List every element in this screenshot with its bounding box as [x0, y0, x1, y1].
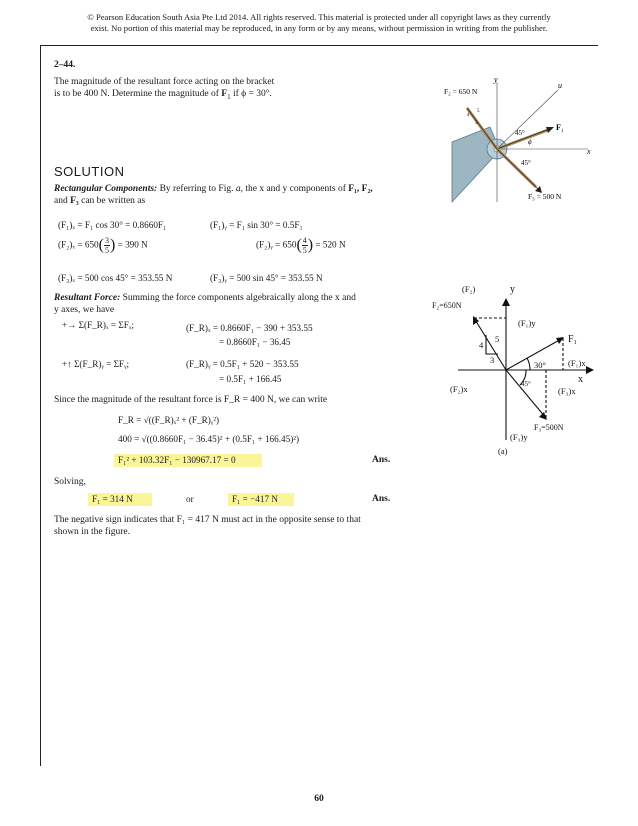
root-2: F₁ = −417 N: [232, 494, 278, 504]
eq-f3y: (F₃)ᵧ = 500 sin 45° = 353.55 N: [210, 273, 323, 283]
sum-x: [62, 320, 134, 330]
sketch-label-4: 4: [479, 340, 484, 350]
sketch-label-45: 45°: [521, 380, 531, 388]
sketch-y-arrowhead: [502, 298, 510, 306]
problem-figure: [440, 72, 600, 212]
copyright-notice: [40, 12, 598, 34]
sketch-label-f2x: (F₂)x: [450, 384, 468, 394]
rect-forces: F₁, F₂,: [348, 184, 373, 194]
sum-y: [62, 359, 129, 369]
sketch-label-f1y: (F₁)y: [518, 318, 536, 328]
angle-45-bottom: 45°: [521, 159, 531, 167]
statement-line-1: The magnitude of the resultant force acting on the bracket: [54, 77, 275, 87]
statement-line-2: [54, 88, 344, 103]
sketch-label-f1: F₁: [568, 334, 578, 345]
sum-x-eq-2: = 0.8660F₁ − 36.45: [219, 337, 291, 347]
tri-5: 5: [477, 109, 480, 114]
sketch-label-5: 5: [495, 334, 500, 344]
copyright-line-1: © Pearson Education South Asia Pte Ltd 2014. All rights reserved. This material is protected under all copyright laws as they currently: [87, 12, 551, 22]
f3-label: F₃ = 500 N: [528, 192, 562, 201]
frac-num: 3: [104, 236, 109, 245]
sketch-label-f3y: (F₃)y: [510, 432, 528, 442]
sketch-label-30: 30°: [534, 360, 546, 370]
sum-x-eq-1: (F_R)ₓ = 0.8660F₁ − 390 + 353.55: [186, 323, 313, 333]
frac-num: 4: [302, 236, 307, 245]
freebody-sketch: [418, 280, 598, 460]
x-axis-label: x: [587, 147, 591, 156]
eq-f1y: (F₁)ᵧ = F₁ sin 30° = 0.5F₁: [210, 220, 303, 230]
page-number: 60: [314, 794, 324, 804]
rect-tail: can be written as: [78, 196, 146, 206]
sum-y-eq-2: = 0.5F₁ + 166.45: [219, 374, 282, 384]
solving-text: Solving,: [54, 477, 86, 487]
neg-line-2: shown in the figure.: [54, 527, 130, 537]
ans-label-1: Ans.: [372, 455, 391, 465]
eq-f2x-rhs: = 390 N: [117, 239, 148, 250]
magnitude-eq-2: 400 = √((0.8660F₁ − 36.45)² + (0.5F₁ + 166.45)²): [118, 434, 300, 444]
phi-label: ϕ: [528, 138, 532, 146]
f1-arrowhead: [546, 127, 554, 133]
resultant-paragraph: [54, 292, 394, 316]
rect-fig-ref: a: [235, 184, 241, 194]
tri-3: 3: [475, 121, 478, 126]
rect-line-2: [54, 195, 394, 207]
eq-f2y-lhs: (F₂)ᵧ = 650: [256, 239, 297, 250]
sketch-label-f1x: (F₁)x: [568, 358, 586, 368]
eq-f2y: (F₂)ᵧ = 650( $\frac{4}{5}$ ) = 520 N: [256, 236, 346, 255]
eq-f2x: (F₂)ₓ = 650( $\frac{3}{5}$ ) = 390 N: [58, 236, 148, 255]
sum-y-eq-1: (F_R)ᵧ = 0.5F₁ + 520 − 353.55: [186, 359, 299, 369]
f3-vector-core: [497, 149, 540, 191]
solution-heading: SOLUTION: [54, 164, 125, 179]
res-line-1: [54, 292, 394, 304]
copyright-line-2: exist. No portion of this material may be reproduced, in any form or by any means, without permission in writing from the publisher.: [90, 23, 548, 33]
since-text: Since the magnitude of the resultant force is F_R = 400 N, we can write: [54, 395, 328, 405]
rect-title: Rectangular Components:: [54, 184, 158, 194]
rect-and: and: [54, 196, 71, 206]
problem-statement: [54, 76, 344, 103]
sketch-x-arrowhead: [586, 366, 594, 374]
eq-f2x-lhs: (F₂)ₓ = 650: [58, 239, 99, 250]
frac-den: 5: [104, 246, 109, 255]
y-axis-label: y: [494, 75, 498, 84]
sketch-label-x: x: [578, 374, 583, 385]
sketch-label-y: y: [510, 284, 515, 295]
statement-sub: 1: [227, 92, 231, 101]
res-line-2: y axes, we have: [54, 305, 115, 315]
sketch-label-a: (a): [498, 446, 508, 456]
sketch-label-f2: (F₂): [462, 284, 476, 294]
rect-text: By referring to Fig.: [157, 184, 236, 194]
eq-f3x: (F₃)ₓ = 500 cos 45° = 353.55 N: [58, 273, 173, 283]
quadratic-eq: F₁² + 103.32F₁ − 130967.17 = 0: [118, 455, 236, 465]
eq-f2y-rhs: = 520 N: [315, 239, 346, 250]
sketch-label-f3x: (F₃)x: [558, 386, 576, 396]
sum-y-sign: +↑: [62, 359, 72, 369]
bracket-wall: [452, 127, 500, 202]
eq-f1x: (F₁)ₓ = F₁ cos 30° = 0.8660F₁: [58, 220, 167, 230]
statement-force: F: [221, 89, 228, 99]
frac-den: 5: [302, 246, 307, 255]
u-axis-label: u: [558, 81, 562, 90]
root-1: F₁ = 314 N: [92, 494, 133, 504]
sum-y-text: Σ(F_R)ᵧ = ΣFᵧ;: [74, 359, 130, 369]
tri-4: 4: [467, 113, 470, 118]
magnitude-eq-1: F_R = √((F_R)ₓ² + (F_R)ᵧ²): [118, 415, 220, 425]
neg-line-1: The negative sign indicates that F₁ = 417 N must act in the opposite sense to that: [54, 515, 361, 525]
rect-text-2: , the x and y components of: [240, 184, 349, 194]
sketch-label-3: 3: [490, 355, 495, 365]
statement-text: is to be 400 N. Determine the magnitude of: [54, 89, 222, 99]
sum-x-text: Σ(F_R)ₓ = ΣFₓ;: [78, 320, 135, 330]
statement-tail: if ϕ = 30°.: [230, 89, 272, 99]
angle-45-top: 45°: [515, 129, 525, 137]
rect-components-paragraph: [54, 183, 394, 207]
sum-x-sign: +→: [62, 320, 77, 330]
sketch-label-f3mag: F₃=500N: [534, 423, 564, 432]
problem-number: 2–44.: [54, 60, 76, 70]
f1-label: $F_1$: [556, 123, 564, 134]
or-text: or: [186, 494, 194, 504]
res-text: Summing the force components algebraically along the x and: [120, 293, 356, 303]
ans-label-2: Ans.: [372, 494, 391, 504]
rect-line-1: [54, 183, 394, 195]
sketch-angle-30: [527, 358, 530, 370]
f2-label: F₂ = 650 N: [444, 87, 478, 96]
negative-sign-paragraph: [54, 514, 394, 538]
sketch-f3-vector: [506, 370, 546, 418]
res-title: Resultant Force:: [54, 293, 121, 303]
rect-f3: F₃: [70, 196, 79, 206]
sketch-label-f2mag: F₂=650N: [432, 301, 462, 310]
